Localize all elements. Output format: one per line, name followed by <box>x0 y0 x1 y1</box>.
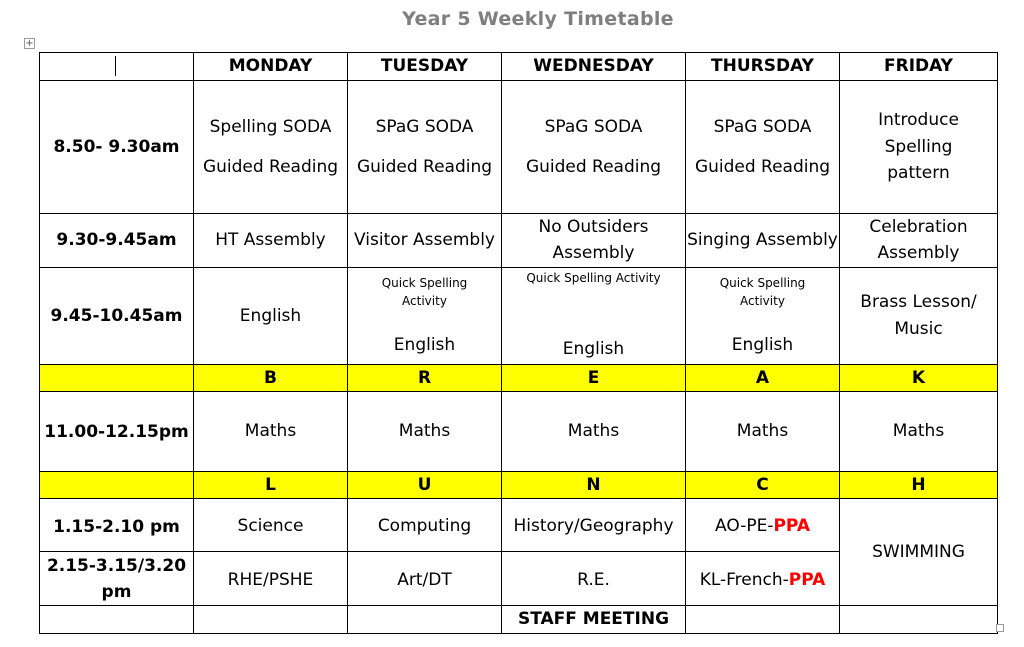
cell-wed-2[interactable] <box>502 214 686 268</box>
cell-thu-1[interactable] <box>686 81 840 214</box>
break-letter: B <box>194 364 348 391</box>
cell-line: RHE/PSHE <box>227 569 314 590</box>
table-row-header <box>40 53 998 81</box>
break-letter: E <box>502 364 686 391</box>
cell-mon-6[interactable] <box>194 552 348 606</box>
table-row-1 <box>40 81 998 214</box>
cell-line: Celebration <box>869 217 968 237</box>
time-cell-3: 9.45-10.45am <box>40 267 194 364</box>
cell-line: Science <box>237 516 304 537</box>
cell-mon-2[interactable]: HT Assembly <box>194 214 348 268</box>
lunch-letter: H <box>840 472 998 499</box>
cell-tue-5[interactable] <box>348 499 502 552</box>
cell-line: SPaG SODA <box>713 116 812 137</box>
cell-tue-1[interactable] <box>348 81 502 214</box>
cell-tue-2[interactable]: Visitor Assembly <box>348 214 502 268</box>
day-header-tuesday: TUESDAY <box>348 53 502 81</box>
lunch-letter: N <box>502 472 686 499</box>
cell-thu-2[interactable]: Singing Assembly <box>686 214 840 268</box>
table-row-7 <box>40 606 998 633</box>
break-letter: K <box>840 364 998 391</box>
cell-mon-5[interactable] <box>194 499 348 552</box>
cell-blank[interactable] <box>686 606 840 633</box>
cell-mon-4[interactable]: Maths <box>194 392 348 472</box>
cell-tue-4[interactable]: Maths <box>348 392 502 472</box>
table-row-5 <box>40 499 998 552</box>
cell-fri-2[interactable] <box>840 214 998 268</box>
cell-wed-1[interactable] <box>502 81 686 214</box>
table-resize-handle-icon[interactable] <box>996 624 1004 632</box>
cell-line: Activity <box>740 293 785 308</box>
teacher-subject: KL-French- <box>699 569 789 590</box>
lunch-letter: C <box>686 472 840 499</box>
cell-blank[interactable] <box>194 606 348 633</box>
cell-line <box>686 511 839 539</box>
cell-line: Spelling <box>884 136 953 157</box>
lunch-letter: L <box>194 472 348 499</box>
table-row-3 <box>40 267 998 364</box>
cell-line: Quick Spelling <box>719 275 806 290</box>
time-cell-1: 8.50- 9.30am <box>40 81 194 214</box>
break-letter: A <box>686 364 840 391</box>
cell-wed-5[interactable] <box>502 499 686 552</box>
cell-thu-4[interactable]: Maths <box>686 392 840 472</box>
cell-line: Spelling SODA <box>209 116 332 137</box>
header-corner-cell[interactable] <box>40 53 194 81</box>
cell-wed-6[interactable] <box>502 552 686 606</box>
cell-line: Assembly <box>877 243 960 264</box>
cell-line: English <box>731 334 794 355</box>
cell-line: Computing <box>377 516 472 537</box>
cell-line: English <box>562 339 625 360</box>
cell-blank[interactable] <box>840 606 998 633</box>
cell-fri-1[interactable] <box>840 81 998 214</box>
cell-line: No Outsiders <box>538 217 649 237</box>
cell-thu-6[interactable] <box>686 552 840 606</box>
day-header-monday: MONDAY <box>194 53 348 81</box>
time-label: 11.00-12.15pm <box>44 421 189 442</box>
cell-wed-3[interactable] <box>502 267 686 364</box>
cell-line: Guided Reading <box>202 157 339 177</box>
time-cell-5 <box>40 499 194 552</box>
cell-line: pattern <box>887 163 950 184</box>
cell-line: Music <box>894 318 943 339</box>
day-header-thursday: THURSDAY <box>686 53 840 81</box>
cell-blank[interactable] <box>40 606 194 633</box>
cell-line: Art/DT <box>397 569 452 590</box>
cell-thu-3[interactable] <box>686 267 840 364</box>
cell-line: Brass Lesson/ <box>860 292 977 313</box>
text-cursor <box>115 56 116 76</box>
time-label: 1.15-2.10 pm <box>53 516 180 537</box>
ppa-label: PPA <box>773 516 810 537</box>
cell-line: SPaG SODA <box>375 116 474 137</box>
lunch-blank-cell[interactable] <box>40 472 194 499</box>
cell-tue-6[interactable] <box>348 552 502 606</box>
table-row-4 <box>40 392 998 472</box>
cell-wed-4[interactable]: Maths <box>502 392 686 472</box>
ppa-label: PPA <box>788 569 826 590</box>
cell-line: History/Geography <box>513 516 674 537</box>
table-row-2 <box>40 214 998 268</box>
cell-line: R.E. <box>577 569 610 590</box>
timetable <box>39 52 998 634</box>
cell-thu-5[interactable] <box>686 499 840 552</box>
cell-line: Guided Reading <box>356 157 493 177</box>
cell-line: Quick Spelling Activity <box>526 271 661 286</box>
cell-line: Introduce <box>878 110 959 131</box>
cell-line: English <box>393 334 456 355</box>
teacher-subject: AO-PE- <box>715 516 774 537</box>
time-cell-2: 9.30-9.45am <box>40 214 194 268</box>
break-letter: R <box>348 364 502 391</box>
staff-meeting-cell[interactable]: STAFF MEETING <box>502 606 686 633</box>
cell-line: Quick Spelling <box>381 275 468 290</box>
table-move-handle-icon[interactable]: + <box>25 38 34 49</box>
time-cell-6: 2.15-3.15/3.20 pm <box>40 552 194 606</box>
time-cell-4 <box>40 392 194 472</box>
lunch-letter: U <box>348 472 502 499</box>
day-header-wednesday: WEDNESDAY <box>502 53 686 81</box>
cell-line: Assembly <box>552 243 635 264</box>
cell-line: Guided Reading <box>694 157 831 177</box>
cell-line <box>686 565 839 593</box>
cell-mon-1[interactable] <box>194 81 348 214</box>
break-blank-cell[interactable] <box>40 364 194 391</box>
cell-line: Activity <box>402 293 447 308</box>
cell-fri-5-6[interactable]: SWIMMING <box>840 499 998 606</box>
table-row-break <box>40 364 998 391</box>
page-title: Year 5 Weekly Timetable <box>402 8 674 30</box>
cell-blank[interactable] <box>348 606 502 633</box>
cell-line: Guided Reading <box>525 157 662 177</box>
cell-line: SPaG SODA <box>544 116 643 137</box>
cell-fri-3[interactable] <box>840 267 998 364</box>
day-header-friday: FRIDAY <box>840 53 998 81</box>
cell-fri-4[interactable]: Maths <box>840 392 998 472</box>
cell-tue-3[interactable] <box>348 267 502 364</box>
cell-mon-3[interactable]: English <box>194 267 348 364</box>
table-row-lunch <box>40 472 998 499</box>
